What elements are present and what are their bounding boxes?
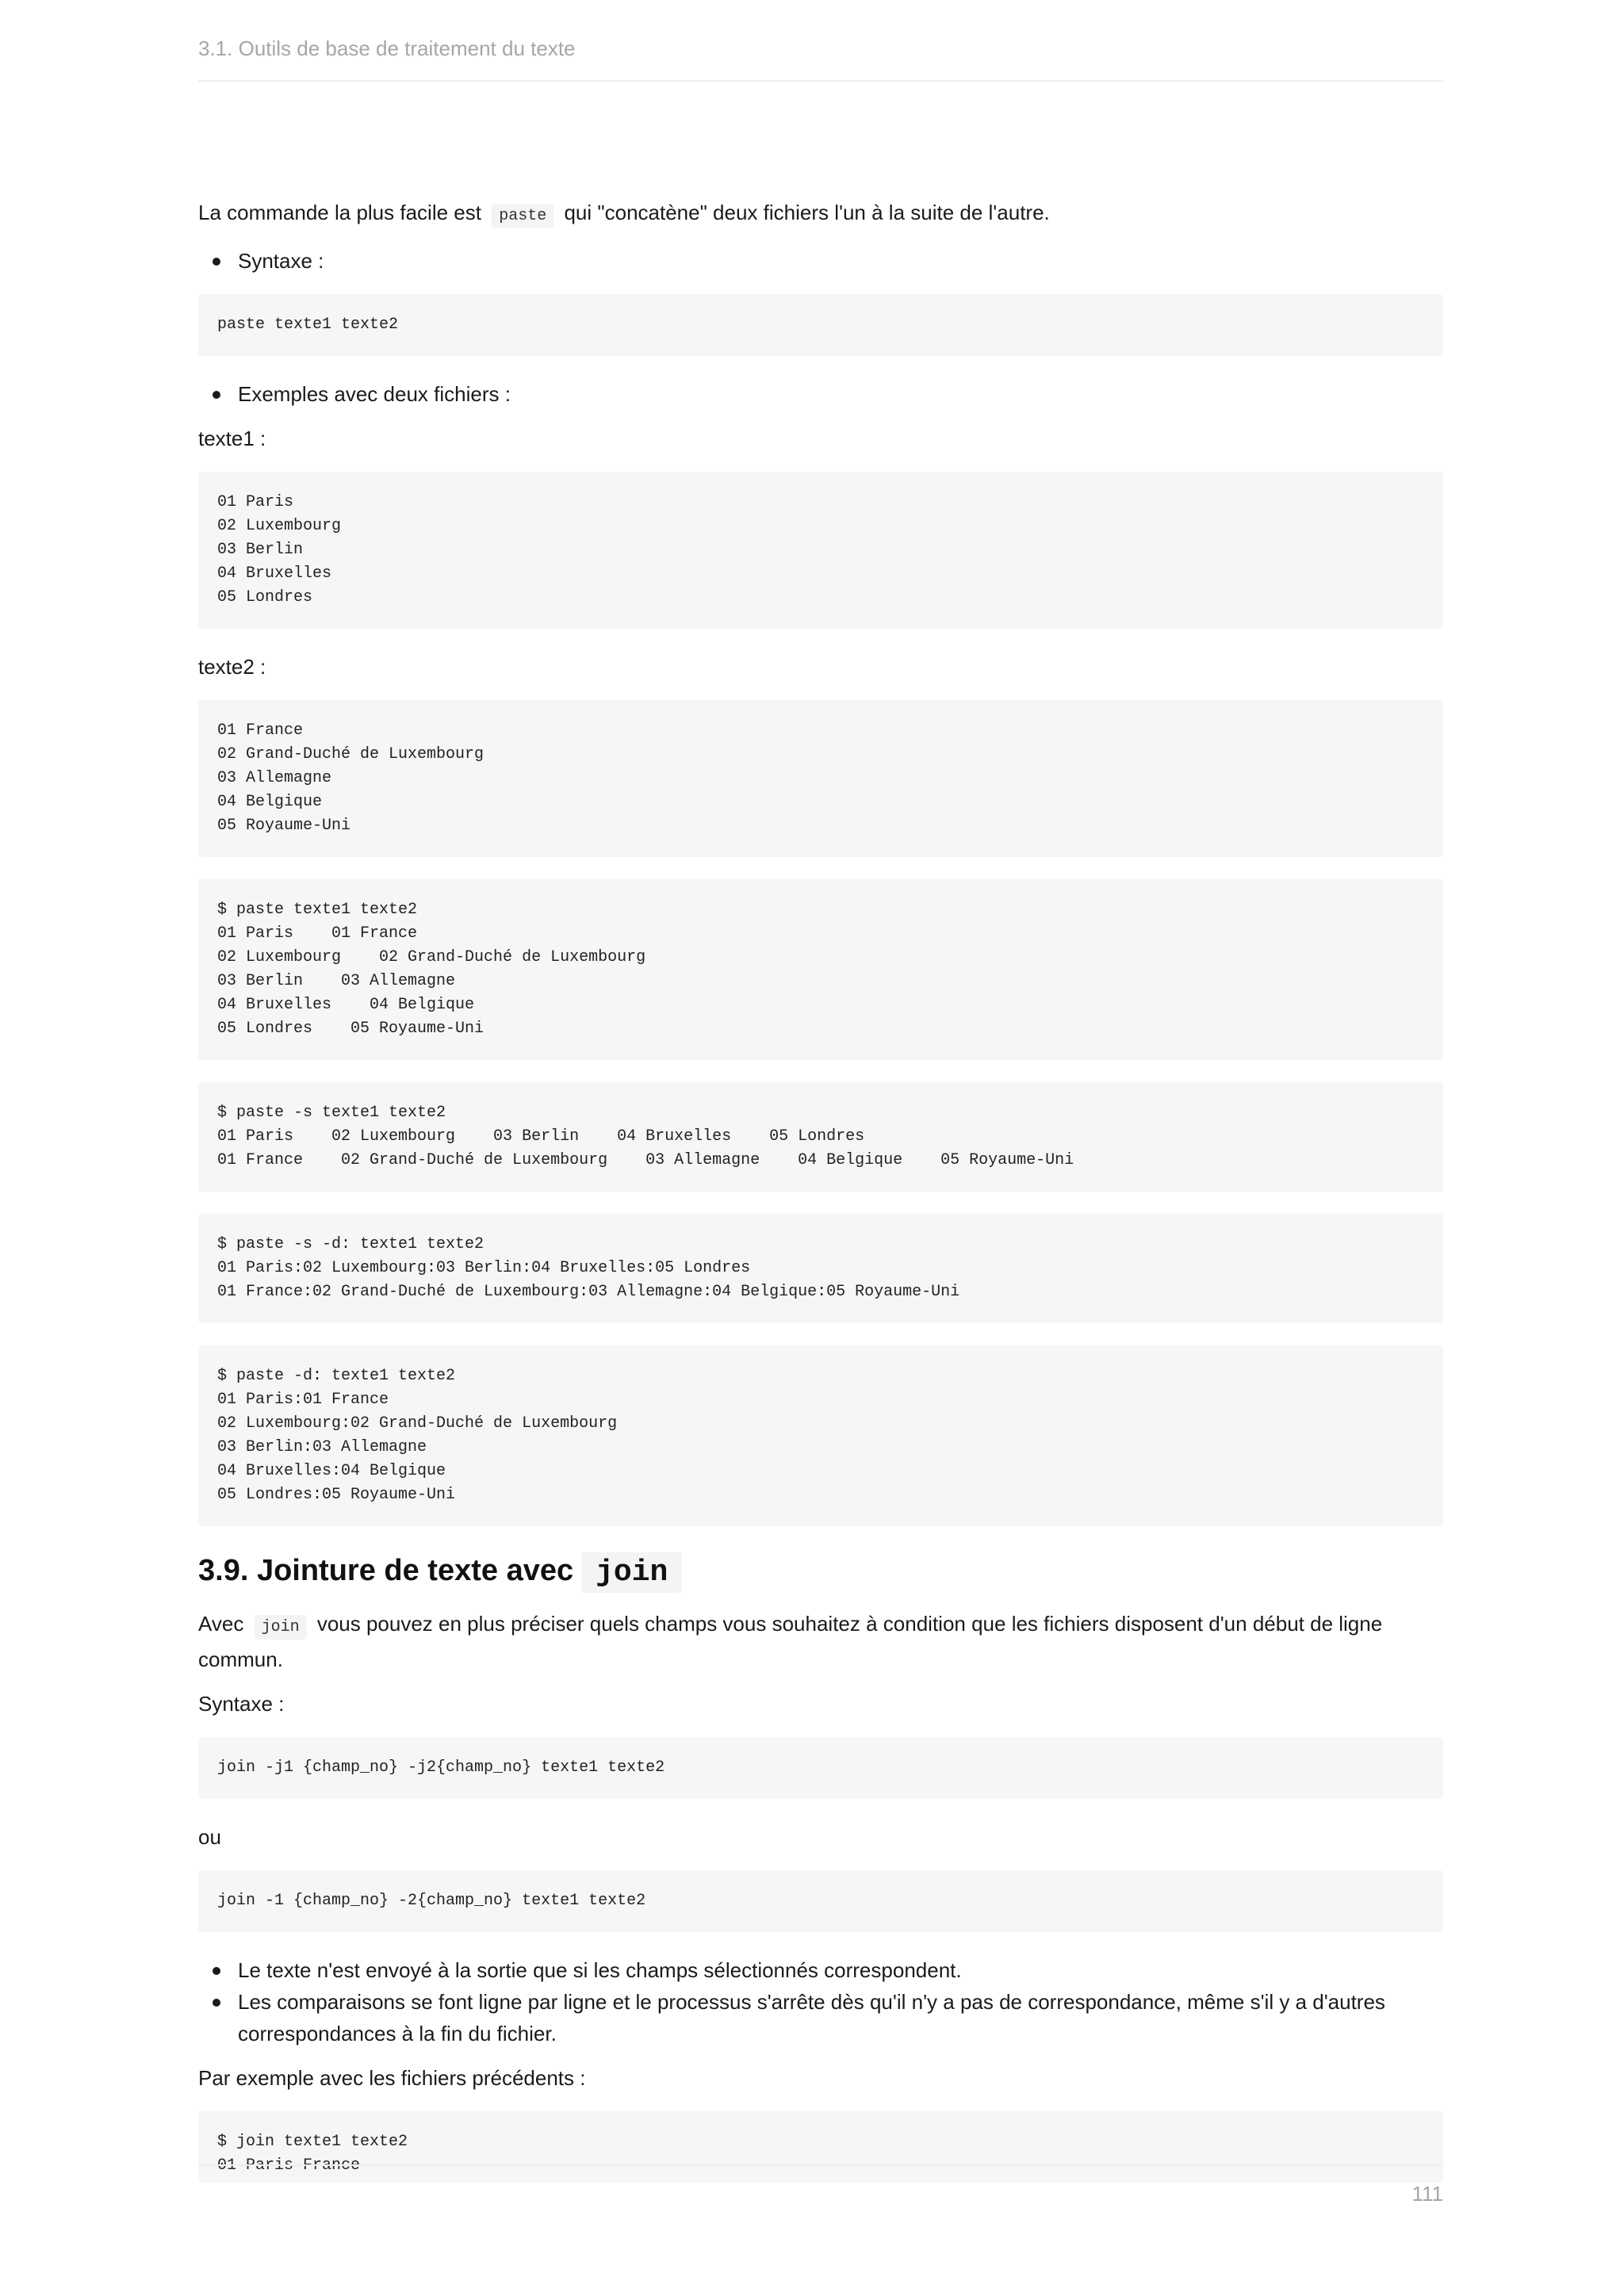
intro-text-before: La commande la plus facile est bbox=[198, 201, 481, 224]
label-texte1: texte1 : bbox=[198, 427, 266, 450]
join-intro-paragraph bbox=[198, 1608, 1443, 1675]
intro-text-after: qui "concatène" deux fichiers l'un à la suite de l'autre. bbox=[564, 201, 1050, 224]
code-block-paste: $ paste texte1 texte2 01 Paris 01 France 02 Luxembourg 02 Grand-Duché de Luxembourg 03 Berlin 03 Allemagne 04 Bruxelles 04 Belgique 05 Londres 05 Royaume-Uni bbox=[198, 879, 1443, 1060]
label-ou: ou bbox=[198, 1825, 221, 1849]
section-title: 3.9. Jointure de texte avec bbox=[198, 1554, 574, 1587]
label-example: Par exemple avec les fichiers précédents : bbox=[198, 2066, 586, 2090]
examples-list bbox=[198, 378, 1443, 410]
section-heading bbox=[198, 1548, 1443, 1595]
join-rules-list bbox=[198, 1954, 1443, 2049]
code-block-texte2: 01 France 02 Grand-Duché de Luxembourg 03 Allemagne 04 Belgique 05 Royaume-Uni bbox=[198, 700, 1443, 857]
join-intro-before: Avec bbox=[198, 1612, 244, 1636]
section-title-code: join bbox=[581, 1552, 682, 1593]
running-header: 3.1. Outils de base de traitement du texte bbox=[198, 36, 1443, 82]
syntax-list bbox=[198, 245, 1443, 277]
label-syntaxe: Syntaxe : bbox=[198, 1692, 285, 1716]
join-intro-after: vous pouvez en plus préciser quels champs vous souhaitez à condition que les fichiers disposent d'un début de ligne commun. bbox=[198, 1612, 1383, 1671]
code-block-join-example: $ join texte1 texte2 01 Paris France bbox=[198, 2111, 1443, 2183]
code-block-texte1: 01 Paris 02 Luxembourg 03 Berlin 04 Bruxelles 05 Londres bbox=[198, 472, 1443, 629]
page-number: 111 bbox=[1411, 2182, 1443, 2206]
code-block-join1: join -j1 {champ_no} -j2{champ_no} texte1 texte2 bbox=[198, 1737, 1443, 1799]
code-block-paste-sd: $ paste -s -d: texte1 texte2 01 Paris:02 Luxembourg:03 Berlin:04 Bruxelles:05 Londres 01 France:02 Grand-Duché de Luxembourg:03 Allemagne:04 Belgique:05 Royaume-Uni bbox=[198, 1214, 1443, 1323]
code-block-paste-s: $ paste -s texte1 texte2 01 Paris 02 Luxembourg 03 Berlin 04 Bruxelles 05 Londres 01 France 02 Grand-Duché de Luxembourg 03 Allemagne 04 Belgique 05 Royaume-Uni bbox=[198, 1082, 1443, 1192]
label-texte2: texte2 : bbox=[198, 655, 266, 679]
page-footer-divider bbox=[198, 2164, 1443, 2166]
bullet-join-rule: Les comparaisons se font ligne par ligne et le processus s'arrête dès qu'il n'y a pas de correspondance, même s'il y a d'autres correspondances à la fin du fichier. bbox=[198, 1986, 1443, 2049]
bullet-syntax: Syntaxe : bbox=[198, 245, 1443, 277]
inline-code-paste: paste bbox=[492, 204, 553, 228]
intro-paragraph bbox=[198, 197, 1443, 232]
bullet-join-rule: Le texte n'est envoyé à la sortie que si les champs sélectionnés correspondent. bbox=[198, 1954, 1443, 1986]
inline-code-join: join bbox=[255, 1615, 307, 1640]
bullet-examples: Exemples avec deux fichiers : bbox=[198, 378, 1443, 410]
code-block-join2: join -1 {champ_no} -2{champ_no} texte1 texte2 bbox=[198, 1870, 1443, 1932]
page-content bbox=[198, 197, 1443, 2183]
code-block-syntax: paste texte1 texte2 bbox=[198, 294, 1443, 356]
code-block-paste-d: $ paste -d: texte1 texte2 01 Paris:01 France 02 Luxembourg:02 Grand-Duché de Luxembourg 03 Berlin:03 Allemagne 04 Bruxelles:04 Belgique 05 Londres:05 Royaume-Uni bbox=[198, 1345, 1443, 1526]
